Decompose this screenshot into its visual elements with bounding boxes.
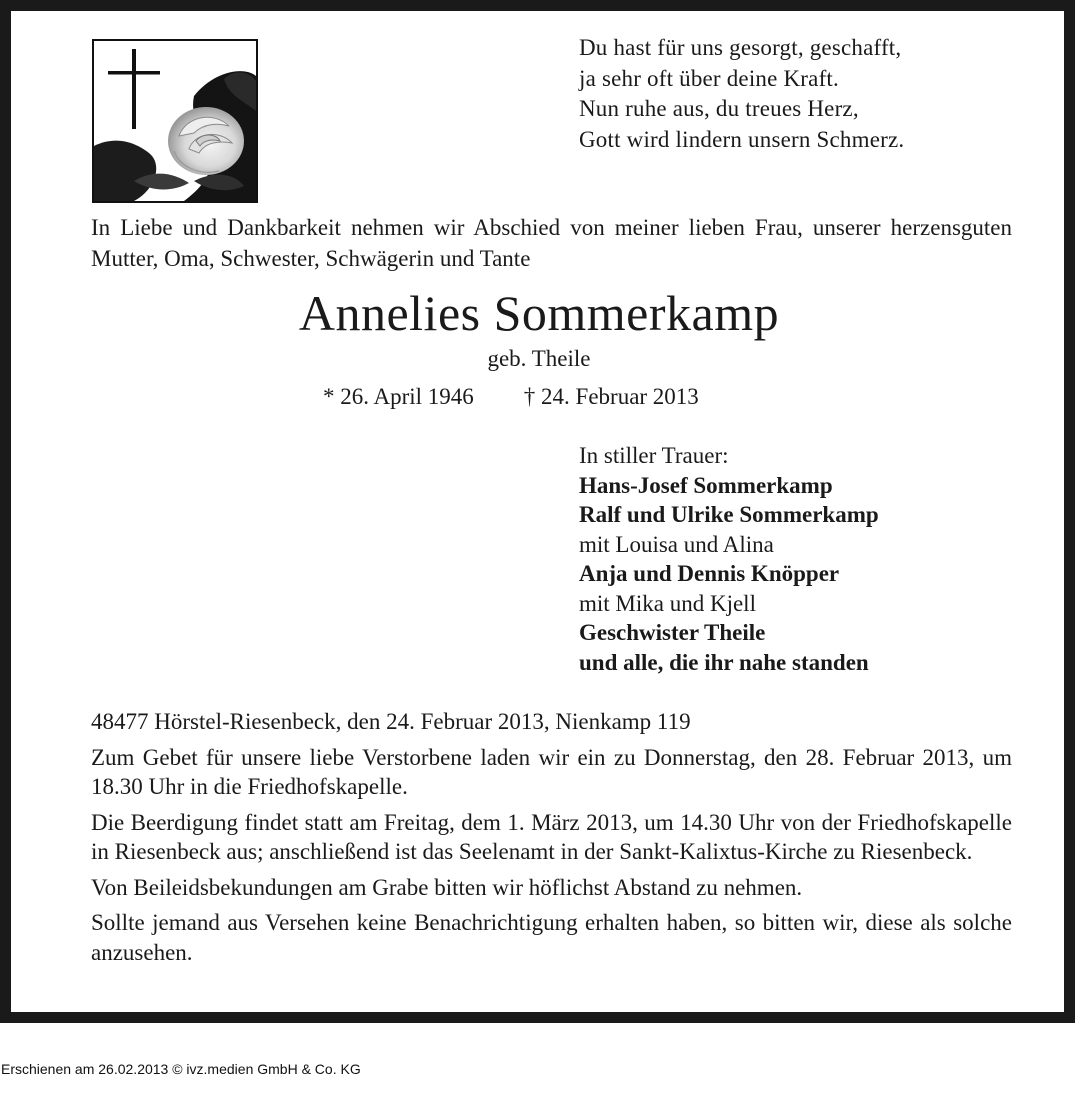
mourner-line: Anja und Dennis Knöpper — [579, 561, 840, 586]
mourner-line: und alle, die ihr nahe standen — [579, 649, 869, 675]
mourner-line: mit Louisa und Alina — [579, 531, 774, 557]
cross-and-rose-image — [92, 39, 258, 203]
prayer-paragraph: Zum Gebet für unsere liebe Verstorbene laden wir ein zu Donnerstag, den 28. Februar 2013, um 18.30 Uhr in die Friedhofskapelle. — [91, 744, 1012, 799]
mourner-line: Hans-Josef Sommerkamp — [579, 472, 833, 498]
birth-date: * 26. April 1946 — [323, 384, 474, 409]
condolence-paragraph: Von Beileidsbekundungen am Grabe bitten wir höflichst Abstand zu nehmen. — [91, 874, 803, 900]
publication-footer: Erschienen am 26.02.2013 © ivz.medien GmbH & Co. KG — [1, 1061, 361, 1077]
funeral-paragraph: Die Beerdigung findet statt am Freitag, dem 1. März 2013, um 14.30 Uhr von der Friedhofskapelle in Riesenbeck aus; anschließend ist das Seelenamt in der Sankt-Kalixtus-Kirche zu Riesenbeck. — [91, 809, 1012, 864]
poem-line: ja sehr oft über deine Kraft. — [579, 65, 839, 91]
poem-line: Nun ruhe aus, du treues Herz, — [579, 96, 859, 121]
deceased-name: Annelies Sommerkamp — [298, 285, 780, 341]
poem-line: Du hast für uns gesorgt, geschafft, — [579, 35, 902, 60]
announcement-details — [91, 707, 1012, 973]
farewell-intro: In Liebe und Dankbarkeit nehmen wir Abschied von meiner lieben Frau, unserer herzensguten Mutter, Oma, Schwester, Schwägerin und Tante — [91, 215, 1012, 271]
memorial-poem — [579, 33, 904, 155]
death-date: † 24. Februar 2013 — [523, 384, 699, 409]
mourner-line: mit Mika und Kjell — [579, 590, 756, 616]
mourners-heading: In stiller Trauer: — [579, 443, 729, 468]
mourners-list — [579, 441, 879, 677]
poem-line: Gott wird lindern unsern Schmerz. — [579, 126, 905, 152]
mourner-line: Geschwister Theile — [579, 620, 766, 645]
maiden-name: geb. Theile — [487, 346, 591, 371]
address-line: 48477 Hörstel-Riesenbeck, den 24. Februar 2013, Nienkamp 119 — [91, 709, 691, 734]
life-dates — [323, 381, 699, 413]
cross-and-rose-icon — [94, 41, 256, 201]
mourner-line: Ralf und Ulrike Sommerkamp — [579, 502, 879, 527]
notification-paragraph: Sollte jemand aus Versehen keine Benachrichtigung erhalten haben, so bitten wir, diese als solche anzusehen. — [91, 910, 1012, 965]
